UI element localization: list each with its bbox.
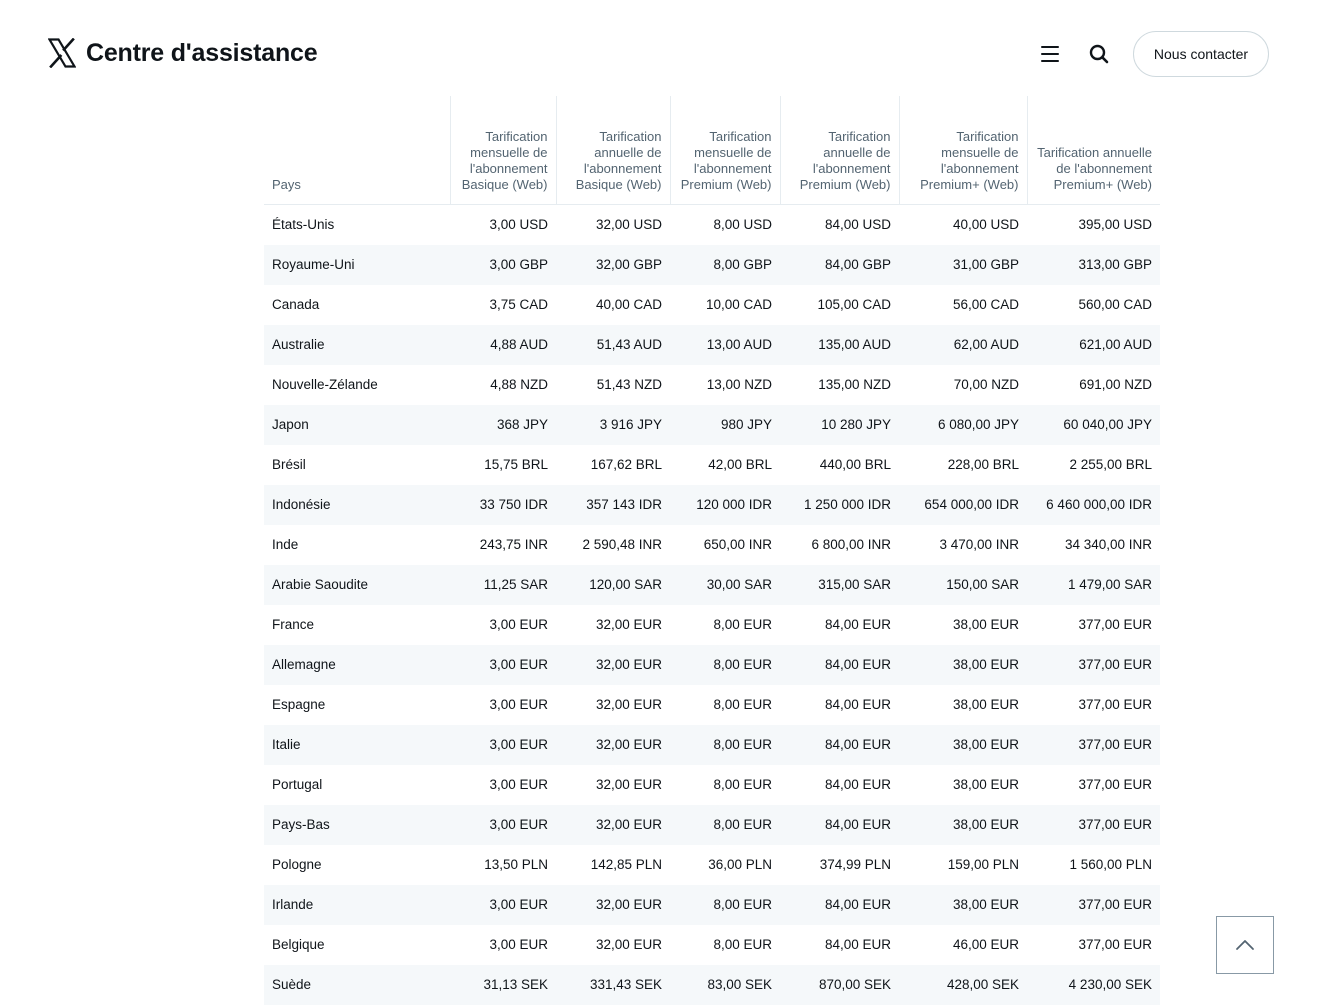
- scroll-to-top-button[interactable]: [1216, 916, 1274, 974]
- price-cell: 3 916 JPY: [556, 405, 670, 445]
- price-cell: 70,00 NZD: [953, 377, 1019, 392]
- price-cell: 30,00 SAR: [670, 565, 780, 605]
- price-cell: 32,00 EUR: [556, 805, 670, 845]
- table-row: [264, 845, 1160, 885]
- country-cell: Italie: [264, 725, 450, 765]
- price-cell: 8,00 EUR: [670, 885, 780, 925]
- price-cell: 377,00 EUR: [1027, 725, 1160, 765]
- country-cell: Canada: [272, 297, 320, 312]
- price-cell: 1 560,00 PLN: [1069, 857, 1152, 872]
- price-cell: 36,00 PLN: [708, 857, 772, 872]
- price-cell: 38,00 EUR: [952, 777, 1019, 792]
- table-row: [264, 245, 1160, 285]
- site-title: Centre d'assistance: [86, 38, 318, 67]
- price-cell: 38,00 EUR: [952, 697, 1019, 712]
- table-row: [264, 605, 1160, 645]
- price-cell: 368 JPY: [450, 405, 556, 445]
- country-cell: Espagne: [272, 697, 326, 712]
- price-cell: 3,00 EUR: [489, 617, 548, 632]
- price-cell: 377,00 EUR: [1078, 937, 1152, 952]
- price-cell: 6 800,00 INR: [811, 537, 891, 552]
- table-row: [264, 685, 1160, 725]
- price-cell: 120 000 IDR: [670, 485, 780, 525]
- price-cell: 32,00 EUR: [556, 645, 670, 685]
- price-cell: 62,00 AUD: [899, 325, 1027, 365]
- price-cell: 377,00 EUR: [1027, 805, 1160, 845]
- column-header-basic-annual: Tarification annuelle de l'abonnement Basique (Web): [556, 96, 670, 205]
- price-cell: 691,00 NZD: [1079, 377, 1152, 392]
- table-row: [264, 765, 1160, 805]
- price-cell: 8,00 GBP: [670, 245, 780, 285]
- price-cell: 38,00 EUR: [899, 805, 1027, 845]
- table-row: [264, 565, 1160, 605]
- price-cell: 142,85 PLN: [590, 857, 662, 872]
- price-cell: 167,62 BRL: [590, 457, 662, 472]
- table-row: [264, 965, 1160, 1005]
- country-cell: Indonésie: [264, 485, 450, 525]
- country-cell: Allemagne: [264, 645, 450, 685]
- price-cell: 377,00 EUR: [1078, 777, 1152, 792]
- price-cell: 8,00 EUR: [670, 725, 780, 765]
- price-cell: 83,00 SEK: [670, 965, 780, 1005]
- price-cell: 84,00 EUR: [824, 937, 891, 952]
- price-cell: 3 470,00 INR: [939, 537, 1019, 552]
- price-cell: 8,00 EUR: [670, 805, 780, 845]
- column-header-premium-monthly: Tarification mensuelle de l'abonnement Premium (Web): [670, 96, 780, 205]
- menu-icon[interactable]: [1038, 43, 1062, 65]
- price-cell: 40,00 USD: [952, 217, 1019, 233]
- price-cell: 84,00 EUR: [824, 777, 891, 792]
- price-cell: 331,43 SEK: [556, 965, 670, 1005]
- price-cell: 3,00 EUR: [489, 777, 548, 792]
- price-cell: 1 479,00 SAR: [1027, 565, 1160, 605]
- country-cell: Suède: [264, 965, 450, 1005]
- price-cell: 84,00 EUR: [780, 885, 899, 925]
- price-cell: 34 340,00 INR: [1064, 537, 1152, 552]
- column-header-premium-plus-monthly: Tarification mensuelle de l'abonnement Premium+ (Web): [899, 96, 1027, 205]
- country-cell: Australie: [264, 325, 450, 365]
- contact-button[interactable]: Nous contacter: [1133, 31, 1269, 77]
- price-cell: 33 750 IDR: [450, 485, 556, 525]
- country-cell: Pologne: [272, 857, 322, 872]
- price-cell: 374,99 PLN: [819, 857, 891, 872]
- price-cell: 8,00 EUR: [670, 645, 780, 685]
- country-cell: Nouvelle-Zélande: [272, 377, 378, 392]
- price-cell: 32,00 EUR: [556, 885, 670, 925]
- price-cell: 3,00 EUR: [489, 697, 548, 712]
- table-row: [264, 365, 1160, 405]
- price-cell: 395,00 USD: [1078, 217, 1152, 233]
- price-cell: 560,00 CAD: [1078, 297, 1152, 312]
- price-cell: 3,00 EUR: [450, 805, 556, 845]
- price-cell: 377,00 EUR: [1078, 617, 1152, 632]
- table-row: [264, 405, 1160, 445]
- column-header-premium-plus-annual: Tarification annuelle de l'abonnement Premium+ (Web): [1027, 96, 1160, 205]
- search-icon[interactable]: [1087, 42, 1111, 66]
- price-cell: 84,00 EUR: [824, 697, 891, 712]
- table-row: [264, 525, 1160, 565]
- price-cell: 8,00 USD: [713, 217, 772, 233]
- price-cell: 654 000,00 IDR: [899, 485, 1027, 525]
- price-cell: 105,00 CAD: [817, 297, 891, 312]
- country-cell: Royaume-Uni: [264, 245, 450, 285]
- country-cell: France: [272, 617, 315, 632]
- table-row: [264, 285, 1160, 325]
- price-cell: 650,00 INR: [703, 537, 772, 552]
- price-cell: 32,00 USD: [595, 217, 662, 233]
- price-cell: 32,00 EUR: [595, 937, 662, 952]
- price-cell: 13,00 NZD: [706, 377, 772, 392]
- price-cell: 621,00 AUD: [1027, 325, 1160, 365]
- country-cell: Belgique: [272, 937, 325, 952]
- price-cell: 980 JPY: [670, 405, 780, 445]
- country-cell: États-Unis: [272, 217, 335, 233]
- table-row: [264, 445, 1160, 485]
- price-cell: 60 040,00 JPY: [1027, 405, 1160, 445]
- country-cell: Pays-Bas: [264, 805, 450, 845]
- price-cell: 31,00 GBP: [899, 245, 1027, 285]
- price-cell: 15,75 BRL: [484, 457, 548, 472]
- price-cell: 13,00 AUD: [670, 325, 780, 365]
- price-cell: 2 255,00 BRL: [1069, 457, 1152, 472]
- table-row: [264, 725, 1160, 765]
- price-cell: 120,00 SAR: [556, 565, 670, 605]
- price-cell: 377,00 EUR: [1027, 885, 1160, 925]
- price-cell: 315,00 SAR: [780, 565, 899, 605]
- price-cell: 40,00 CAD: [595, 297, 662, 312]
- price-cell: 159,00 PLN: [947, 857, 1019, 872]
- price-cell: 32,00 EUR: [595, 617, 662, 632]
- table-row: [264, 925, 1160, 965]
- price-cell: 377,00 EUR: [1027, 645, 1160, 685]
- price-cell: 38,00 EUR: [899, 885, 1027, 925]
- price-cell: 84,00 EUR: [780, 805, 899, 845]
- table-row: [264, 205, 1160, 245]
- price-cell: 313,00 GBP: [1027, 245, 1160, 285]
- price-cell: 51,43 NZD: [596, 377, 662, 392]
- price-cell: 84,00 EUR: [780, 645, 899, 685]
- price-cell: 3,75 CAD: [489, 297, 548, 312]
- price-cell: 4,88 NZD: [490, 377, 548, 392]
- country-cell: Brésil: [272, 457, 306, 472]
- price-cell: 3,00 GBP: [450, 245, 556, 285]
- country-cell: Japon: [264, 405, 450, 445]
- price-cell: 357 143 IDR: [556, 485, 670, 525]
- price-cell: 31,13 SEK: [450, 965, 556, 1005]
- column-header-premium-annual: Tarification annuelle de l'abonnement Premium (Web): [780, 96, 899, 205]
- price-cell: 13,50 PLN: [484, 857, 548, 872]
- price-cell: 10 280 JPY: [780, 405, 899, 445]
- price-cell: 51,43 AUD: [556, 325, 670, 365]
- price-cell: 135,00 AUD: [780, 325, 899, 365]
- price-cell: 38,00 EUR: [899, 725, 1027, 765]
- price-cell: 84,00 EUR: [824, 617, 891, 632]
- price-cell: 3,00 EUR: [489, 937, 548, 952]
- price-cell: 38,00 EUR: [899, 645, 1027, 685]
- table-body: [264, 205, 1160, 1005]
- table-row: [264, 485, 1160, 525]
- table-header-row: [264, 96, 1160, 205]
- price-cell: 10,00 CAD: [705, 297, 772, 312]
- price-cell: 84,00 USD: [824, 217, 891, 233]
- price-cell: 1 250 000 IDR: [780, 485, 899, 525]
- price-cell: 11,25 SAR: [450, 565, 556, 605]
- pricing-table: [264, 96, 1160, 1005]
- price-cell: 8,00 EUR: [713, 777, 772, 792]
- country-cell: Portugal: [272, 777, 323, 792]
- price-cell: 8,00 EUR: [713, 937, 772, 952]
- price-cell: 8,00 EUR: [713, 617, 772, 632]
- country-cell: Inde: [272, 537, 299, 552]
- price-cell: 6 460 000,00 IDR: [1027, 485, 1160, 525]
- country-cell: Irlande: [264, 885, 450, 925]
- price-cell: 4 230,00 SEK: [1027, 965, 1160, 1005]
- country-cell: Arabie Saoudite: [264, 565, 450, 605]
- price-cell: 84,00 EUR: [780, 725, 899, 765]
- price-cell: 46,00 EUR: [952, 937, 1019, 952]
- price-cell: 32,00 EUR: [595, 697, 662, 712]
- pricing-table-container: [264, 96, 1160, 1005]
- price-cell: 84,00 GBP: [780, 245, 899, 285]
- price-cell: 228,00 BRL: [947, 457, 1019, 472]
- price-cell: 150,00 SAR: [899, 565, 1027, 605]
- price-cell: 377,00 EUR: [1078, 697, 1152, 712]
- price-cell: 870,00 SEK: [780, 965, 899, 1005]
- price-cell: 135,00 NZD: [818, 377, 891, 392]
- chevron-up-icon: [1235, 939, 1255, 951]
- table-row: [264, 645, 1160, 685]
- price-cell: 32,00 EUR: [556, 725, 670, 765]
- price-cell: 38,00 EUR: [952, 617, 1019, 632]
- brand[interactable]: [48, 38, 317, 68]
- site-header: [0, 0, 1320, 100]
- price-cell: 440,00 BRL: [819, 457, 891, 472]
- column-header-basic-monthly: Tarification mensuelle de l'abonnement Basique (Web): [450, 96, 556, 205]
- x-logo-icon: [48, 38, 76, 68]
- price-cell: 4,88 AUD: [450, 325, 556, 365]
- price-cell: 32,00 GBP: [556, 245, 670, 285]
- price-cell: 56,00 CAD: [952, 297, 1019, 312]
- table-row: [264, 325, 1160, 365]
- price-cell: 32,00 EUR: [595, 777, 662, 792]
- price-cell: 2 590,48 INR: [582, 537, 662, 552]
- price-cell: 42,00 BRL: [708, 457, 772, 472]
- price-cell: 6 080,00 JPY: [899, 405, 1027, 445]
- table-row: [264, 805, 1160, 845]
- price-cell: 243,75 INR: [479, 537, 548, 552]
- table-row: [264, 885, 1160, 925]
- price-cell: 3,00 EUR: [450, 725, 556, 765]
- price-cell: 428,00 SEK: [899, 965, 1027, 1005]
- price-cell: 8,00 EUR: [713, 697, 772, 712]
- price-cell: 3,00 EUR: [450, 885, 556, 925]
- column-header-country: Pays: [264, 96, 450, 205]
- price-cell: 3,00 EUR: [450, 645, 556, 685]
- price-cell: 3,00 USD: [489, 217, 548, 233]
